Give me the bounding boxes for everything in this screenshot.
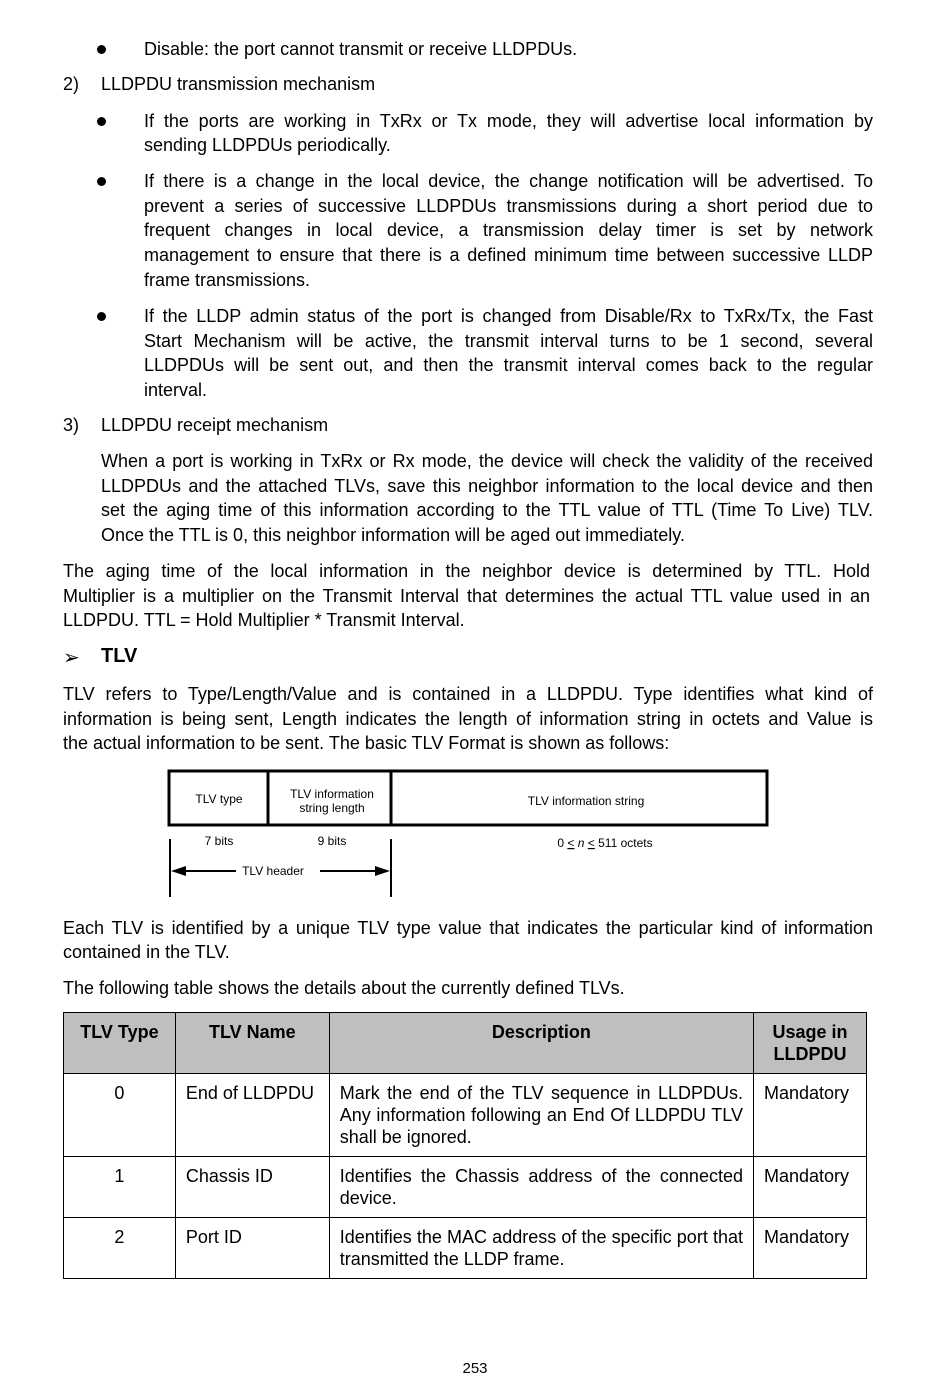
arrowhead-right-icon — [375, 866, 390, 876]
text-line: LLDPDU. TTL = Hold Multiplier * Transmit Interval. — [63, 610, 465, 630]
text-line: prevent a series of successive LLDPDUs transmissions during a short period due to — [144, 196, 873, 216]
field-tlv-length-line1: TLV information — [290, 787, 374, 801]
header-tlv-type: TLV Type — [64, 1013, 176, 1074]
header-usage: Usage in LLDPDU — [753, 1013, 866, 1074]
arrow-bullet-icon: ➢ — [63, 647, 80, 669]
octets-label — [557, 836, 652, 850]
table-row — [64, 1218, 867, 1279]
cell-usage: Mandatory — [753, 1218, 866, 1279]
text-line: the actual information to be sent. The basic TLV Format is shown as follows: — [63, 733, 670, 753]
text-line: frame transmissions. — [144, 270, 311, 290]
cell-name: Port ID — [175, 1218, 329, 1279]
text-line: sending LLDPDUs periodically. — [144, 135, 391, 155]
text-line: If there is a change in the local device, the change notification will be advertised. To — [144, 171, 873, 191]
section-2-title: LLDPDU transmission mechanism — [101, 74, 376, 94]
text-line: If the ports are working in TxRx or Tx mode, they will advertise local information by — [144, 111, 873, 131]
octets-n: n — [577, 836, 585, 850]
tlv-heading: TLV — [101, 645, 138, 667]
bullet-dot — [97, 45, 106, 54]
text-line: Start Mechanism will be active, the transmit interval turns to be 1 second, several — [144, 331, 873, 351]
tlv-format-diagram — [160, 765, 780, 905]
cell-description: Identifies the Chassis address of the connected device. — [329, 1157, 753, 1218]
bits-length-label: 9 bits — [317, 834, 347, 848]
text-line: Once the TTL is 0, this neighbor information will be aged out immediately. — [101, 525, 685, 545]
cell-name: Chassis ID — [175, 1157, 329, 1218]
bullet-disable-text: Disable: the port cannot transmit or receive LLDPDUs. — [144, 39, 578, 59]
section-3-title: LLDPDU receipt mechanism — [101, 415, 329, 435]
text-line: When a port is working in TxRx or Rx mode, the device will check the validity of the received — [101, 451, 873, 471]
page-number: 253 — [462, 1360, 488, 1377]
octets-le: < — [587, 836, 595, 850]
text-line: information is being sent, Length indicates the length of information string in octets and Value is — [63, 709, 873, 729]
cell-description: Mark the end of the TLV sequence in LLDPDUs. Any information following an End Of LLDPDU TLV shall be ignored. — [329, 1074, 753, 1157]
bullet-dot — [97, 177, 106, 186]
text-line: management to ensure that there is a defined minimum time between successive LLDP — [144, 245, 873, 265]
field-tlv-length-line2: string length — [299, 801, 365, 815]
text-line: Multiplier is a multiplier on the Transmit Interval that determines the actual TTL value used in an — [63, 586, 870, 606]
text-line: frequent changes in local device, a transmission delay timer is set by network — [144, 220, 873, 240]
following-table-paragraph: The following table shows the details about the currently defined TLVs. — [63, 978, 625, 998]
text-line: contained in the TLV. — [63, 942, 230, 962]
cell-type: 0 — [64, 1074, 176, 1157]
section-3-number: 3) — [63, 415, 80, 435]
octets-post: 511 octets — [594, 836, 653, 850]
cell-type: 2 — [64, 1218, 176, 1279]
cell-name: End of LLDPDU — [175, 1074, 329, 1157]
cell-description: Identifies the MAC address of the specific port that transmitted the LLDP frame. — [329, 1218, 753, 1279]
bullet-dot — [97, 312, 106, 321]
table-row — [64, 1074, 867, 1157]
cell-usage: Mandatory — [753, 1074, 866, 1157]
header-tlv-name: TLV Name — [175, 1013, 329, 1074]
text-line: If the LLDP admin status of the port is changed from Disable/Rx to TxRx/Tx, the Fast — [144, 306, 873, 326]
text-line: TLV refers to Type/Length/Value and is contained in a LLDPDU. Type identifies what kind of — [63, 684, 873, 704]
text-line: Each TLV is identified by a unique TLV type value that indicates the particular kind of information — [63, 918, 873, 938]
table-header-row — [64, 1013, 867, 1074]
text-line: interval. — [144, 380, 208, 400]
header-description: Description — [329, 1013, 753, 1074]
field-tlv-string: TLV information string — [527, 794, 645, 808]
text-line: The aging time of the local information in the neighbor device is determined by TTL. Hold — [63, 561, 870, 581]
text-line: set the aging time of this information according to the TTL value of TTL (Time To Live) TLV. — [101, 500, 873, 520]
bits-type-label: 7 bits — [204, 834, 234, 848]
arrowhead-left-icon — [171, 866, 186, 876]
tlv-table — [63, 1012, 867, 1279]
table-row — [64, 1157, 867, 1218]
octets-pre: 0 — [557, 836, 568, 850]
tlv-header-label: TLV header — [242, 864, 304, 878]
octets-le: < — [567, 836, 575, 850]
cell-usage: Mandatory — [753, 1157, 866, 1218]
text-line: LLDPDUs will be sent out, and then the transmit interval comes back to the regular — [144, 355, 873, 375]
tlv-frame-box — [169, 771, 767, 825]
text-line: LLDPDUs and the attached TLVs, save this neighbor information to the local device and then — [101, 476, 873, 496]
section-2-number: 2) — [63, 74, 80, 94]
bullet-dot — [97, 117, 106, 126]
cell-type: 1 — [64, 1157, 176, 1218]
field-tlv-type: TLV type — [195, 792, 243, 806]
